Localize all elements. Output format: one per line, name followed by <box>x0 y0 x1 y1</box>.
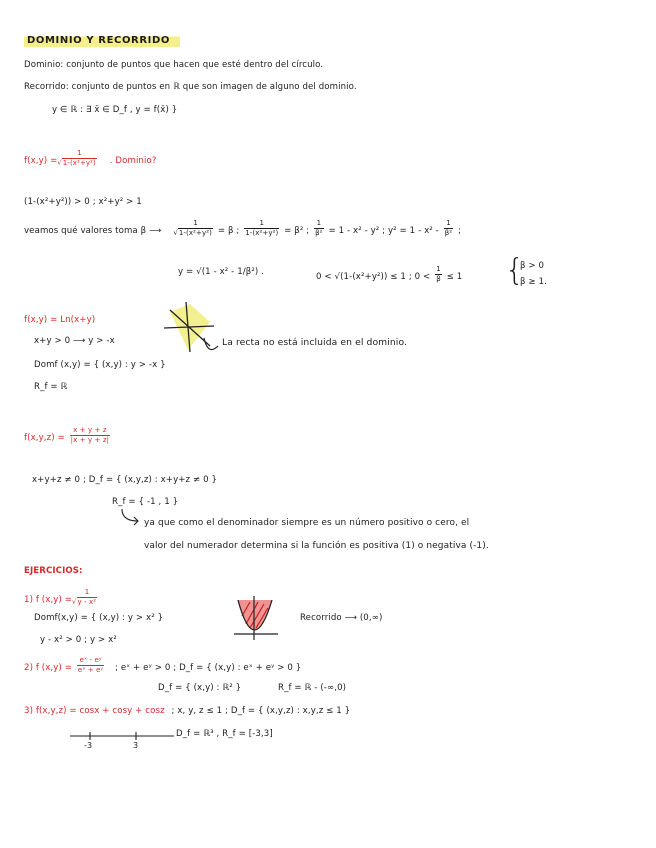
example-3-note-line-2: valor del numerador determina si la función es positiva (1) o negativa (-1). <box>144 541 489 551</box>
exercises-heading: EJERCICIOS: <box>24 566 83 576</box>
example-2-condition: x+y > 0 ⟶ y > -x <box>34 336 115 346</box>
half-plane-sketch-icon <box>160 300 230 360</box>
exercise-3-condition: ; x, y, z ≤ 1 ; D_f = { (x,y,z) : x,y,z ≤ 1 } <box>171 706 351 716</box>
exercise-1-function: 1) f (x,y) = 1 √ y - x² <box>24 590 99 609</box>
example-3-domain: x+y+z ≠ 0 ; D_f = { (x,y,z) : x+y+z ≠ 0 } <box>32 475 218 485</box>
example-1-beta-derivation: veamos qué valores toma β ⟶ 1 √ 1-(x²+y²) = β ; $\frac{1}{\text{1-(x²+y²)}}$ = β² ; $\frac{1}{\text{β²}}$ = 1 - x² - y² ; y² = 1 - x² - $\frac{1}{\text{β²}}$ ; <box>24 221 461 240</box>
example-1-condition: (1-(x²+y²)) > 0 ; x²+y² > 1 <box>24 197 142 207</box>
dominio-definition: Dominio: conjunto de puntos que hacen que esté dentro del círculo. <box>24 60 324 70</box>
exercise-3-domain-range: D_f = ℝ³ , R_f = [-3,3] <box>176 729 273 739</box>
exercise-1-range: Recorrido ⟶ (0,∞) <box>300 613 383 623</box>
number-line-label-left: -3 <box>84 741 93 750</box>
example-3-note-line-1: ya que como el denominador siempre es un número positivo o cero, el <box>144 518 470 528</box>
exercise-2-function: 2) f (x,y) = $\frac{\text{eˣ - eʸ}}{\text{eˣ + eʸ}}$ ; eˣ + eʸ > 0 ; D_f = { (x,y) : eˣ + eʸ > 0 } <box>24 656 302 674</box>
exercise-1-condition: y - x² > 0 ; y > x² <box>40 635 117 645</box>
example-1-question: . Dominio? <box>109 156 157 166</box>
exercise-2-domain: D_f = { (x,y) : ℝ² } <box>158 683 242 693</box>
example-2-range: R_f = ℝ <box>34 382 68 392</box>
number-line-label-right: 3 <box>133 741 139 750</box>
example-1-y-expression: y = √(1 - x² - 1/β²) . <box>178 267 265 277</box>
example-2-function: f(x,y) = Ln(x+y) <box>24 315 96 325</box>
example-3-range: R_f = { -1 , 1 } <box>112 497 179 507</box>
example-2-domain: Domf (x,y) = { (x,y) : y > -x } <box>34 360 166 370</box>
exercise-3-function: 3) f(x,y,z) = cosx + cosy + cosz <box>24 706 165 716</box>
beta-condition-2: β ≥ 1. <box>520 277 547 287</box>
exercise-1-domain: Domf(x,y) = { (x,y) : y > x² } <box>34 613 164 623</box>
example-3-function: f(x,y,z) = $\frac{x + y + z}{|x + y + z|}$ <box>24 426 110 444</box>
exercise-2-range: R_f = ℝ - (-∞,0) <box>278 683 347 693</box>
recorrido-definition: Recorrido: conjunto de puntos en ℝ que son imagen de alguno del dominio. <box>24 82 357 92</box>
example-2-note: La recta no está incluida en el dominio. <box>222 337 408 348</box>
exercise-2-condition: ; eˣ + eʸ > 0 ; D_f = { (x,y) : eˣ + eʸ > 0 } <box>115 663 302 673</box>
parabola-sketch-icon <box>234 596 280 642</box>
exercise-3-function-line <box>24 706 350 717</box>
example-1-function: f(x,y) = 1 √ 1-(x²+y²) . Dominio? <box>24 151 157 170</box>
example-1-inequality: 0 < √(1-(x²+y²)) ≤ 1 ; 0 < $\frac{1}{\beta}$ ≤ 1 <box>316 265 463 283</box>
beta-condition-1: β > 0 <box>520 261 545 271</box>
curved-arrow-icon <box>118 509 142 527</box>
page-title: DOMINIO Y RECORRIDO <box>24 33 180 48</box>
recorrido-set-notation: y ∈ ℝ : ∃ x̄ ∈ D_f , y = f(x̄) } <box>52 105 178 115</box>
brace-icon: { <box>505 253 525 288</box>
